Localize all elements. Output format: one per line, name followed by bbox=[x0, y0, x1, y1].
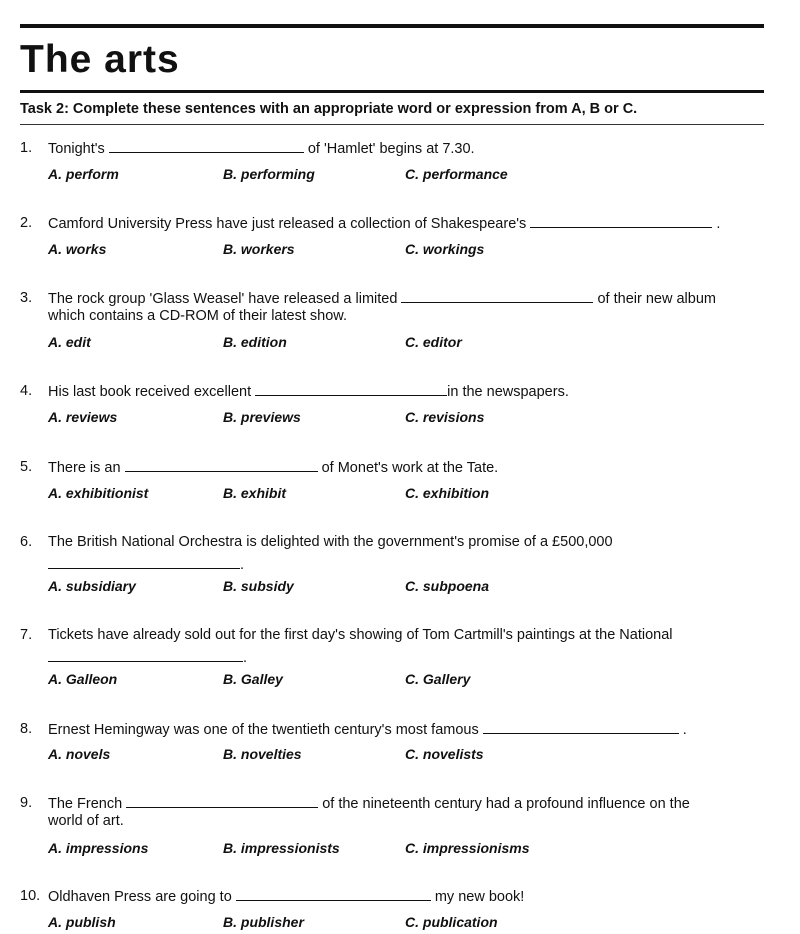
option-b[interactable]: B. impressionists bbox=[223, 840, 340, 856]
option-b[interactable]: B. previews bbox=[223, 409, 301, 425]
option-a[interactable]: A. novels bbox=[48, 746, 111, 762]
question-number: 1. bbox=[20, 140, 33, 156]
task-rule bbox=[20, 124, 764, 125]
question-text-after: of the nineteenth century had a profound influence on the bbox=[322, 796, 690, 812]
option-b[interactable]: B. exhibit bbox=[223, 485, 287, 501]
answer-blank[interactable] bbox=[530, 214, 712, 228]
question-text-after: of their new album bbox=[597, 291, 716, 307]
question-number: 8. bbox=[20, 721, 33, 737]
option-a[interactable]: A. impressions bbox=[48, 840, 149, 856]
option-b[interactable]: B. edition bbox=[223, 334, 287, 350]
question-text-before: Oldhaven Press are going to bbox=[48, 889, 232, 905]
question-number: 5. bbox=[20, 459, 33, 475]
option-b[interactable]: B. performing bbox=[223, 166, 315, 182]
page-title: The arts bbox=[20, 38, 180, 81]
question-text-after: . bbox=[716, 216, 721, 232]
question-text-after: of 'Hamlet' begins at 7.30. bbox=[307, 141, 475, 157]
title-rule bbox=[20, 90, 764, 93]
option-c[interactable]: C. exhibition bbox=[405, 485, 489, 501]
option-b[interactable]: B. novelties bbox=[223, 746, 302, 762]
answer-blank[interactable] bbox=[401, 289, 593, 303]
option-a[interactable]: A. subsidiary bbox=[48, 578, 136, 594]
option-c[interactable]: C. workings bbox=[405, 241, 485, 257]
question-text-after: . bbox=[243, 650, 248, 666]
question-text-after: . bbox=[682, 722, 687, 738]
option-c[interactable]: C. publication bbox=[405, 914, 498, 930]
option-c[interactable]: C. novelists bbox=[405, 746, 484, 762]
question-text-continued: which contains a CD-ROM of their latest show. bbox=[48, 308, 347, 324]
option-b[interactable]: B. workers bbox=[223, 241, 295, 257]
answer-blank[interactable] bbox=[126, 794, 318, 808]
answer-blank[interactable] bbox=[109, 139, 304, 153]
answer-blank[interactable] bbox=[48, 648, 243, 662]
question-text-before: Tonight's bbox=[48, 141, 105, 157]
option-b[interactable]: B. Galley bbox=[223, 671, 283, 687]
answer-blank[interactable] bbox=[483, 720, 679, 734]
question-text-before: The rock group 'Glass Weasel' have released a limited bbox=[48, 291, 398, 307]
option-c[interactable]: C. Gallery bbox=[405, 671, 471, 687]
answer-blank[interactable] bbox=[236, 887, 431, 901]
question-text-after: in the newspapers. bbox=[447, 384, 569, 400]
question-text-after: my new book! bbox=[434, 889, 525, 905]
option-b[interactable]: B. publisher bbox=[223, 914, 304, 930]
option-a[interactable]: A. Galleon bbox=[48, 671, 118, 687]
option-c[interactable]: C. editor bbox=[405, 334, 462, 350]
question-number: 10. bbox=[20, 888, 41, 904]
question-number: 3. bbox=[20, 290, 33, 306]
answer-blank[interactable] bbox=[125, 458, 318, 472]
option-c[interactable]: C. impressionisms bbox=[405, 840, 530, 856]
question-number: 2. bbox=[20, 215, 33, 231]
question-number: 6. bbox=[20, 534, 33, 550]
question-text-before: Tickets have already sold out for the first day's showing of Tom Cartmill's paintings at the National bbox=[48, 627, 673, 643]
option-a[interactable]: A. publish bbox=[48, 914, 116, 930]
option-b[interactable]: B. subsidy bbox=[223, 578, 294, 594]
option-c[interactable]: C. performance bbox=[405, 166, 508, 182]
option-c[interactable]: C. revisions bbox=[405, 409, 485, 425]
answer-blank[interactable] bbox=[48, 555, 240, 569]
question-text-before: The British National Orchestra is delighted with the government's promise of a £500,000 bbox=[48, 534, 613, 550]
option-a[interactable]: A. edit bbox=[48, 334, 91, 350]
question-text-continued: world of art. bbox=[48, 813, 124, 829]
option-a[interactable]: A. exhibitionist bbox=[48, 485, 149, 501]
option-c[interactable]: C. subpoena bbox=[405, 578, 490, 594]
question-text-before: Ernest Hemingway was one of the twentieth century's most famous bbox=[48, 722, 479, 738]
answer-blank[interactable] bbox=[255, 382, 447, 396]
question-text-before: The French bbox=[48, 796, 123, 812]
task-instructions: Task 2: Complete these sentences with an appropriate word or expression from A, B or C. bbox=[20, 101, 638, 117]
question-text-after: of Monet's work at the Tate. bbox=[321, 460, 499, 476]
question-text-before: His last book received excellent bbox=[48, 384, 252, 400]
option-a[interactable]: A. perform bbox=[48, 166, 119, 182]
top-rule bbox=[20, 24, 764, 28]
question-text-after: . bbox=[240, 557, 245, 573]
option-a[interactable]: A. reviews bbox=[48, 409, 118, 425]
question-number: 4. bbox=[20, 383, 33, 399]
question-text-before: There is an bbox=[48, 460, 121, 476]
question-text-before: Camford University Press have just released a collection of Shakespeare's bbox=[48, 216, 527, 232]
question-number: 7. bbox=[20, 627, 33, 643]
option-a[interactable]: A. works bbox=[48, 241, 107, 257]
question-number: 9. bbox=[20, 795, 33, 811]
